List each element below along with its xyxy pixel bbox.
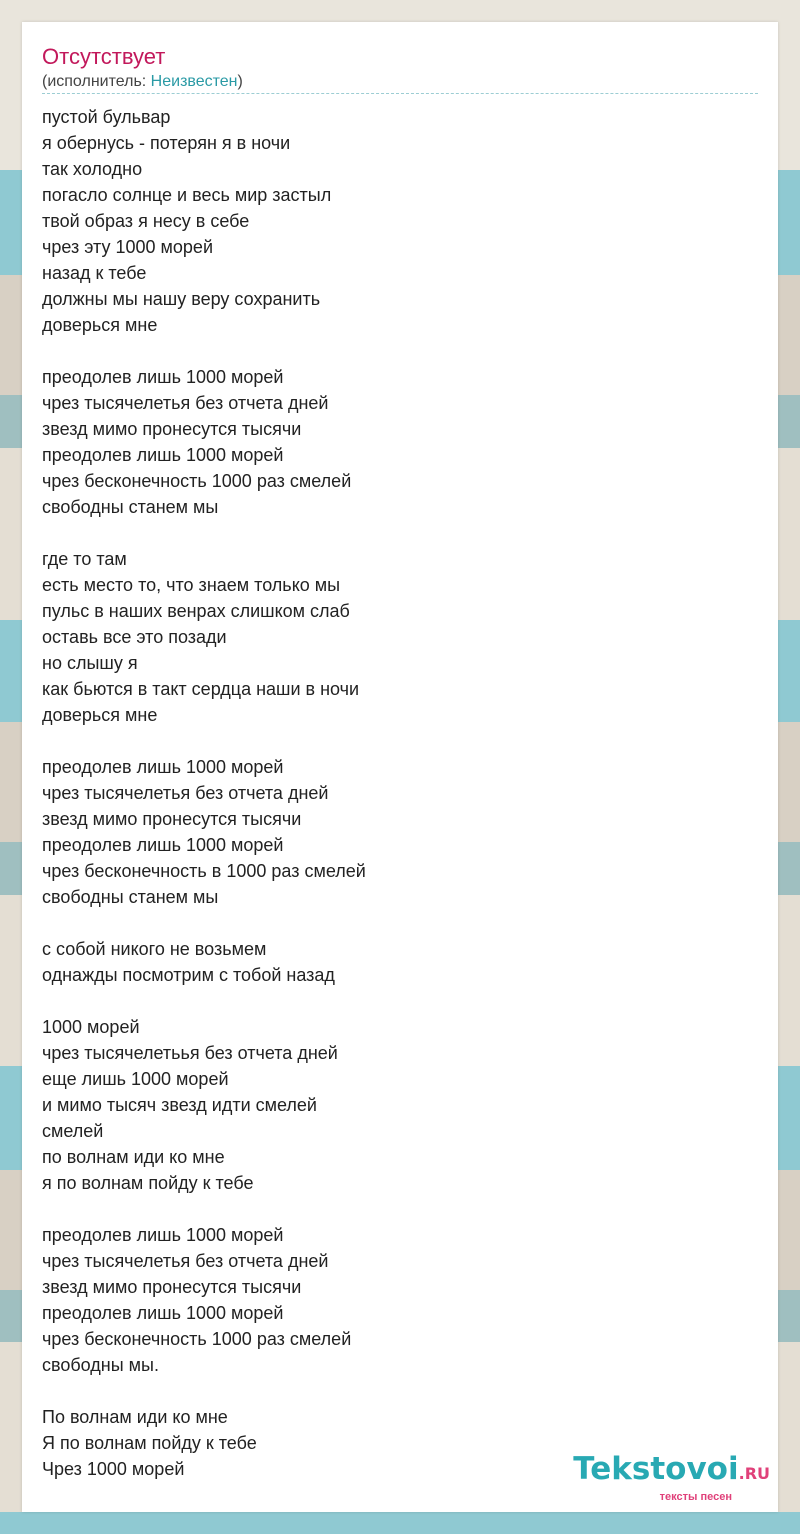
stanza-break xyxy=(42,520,752,546)
lyrics-line: пульс в наших венрах слишком слаб xyxy=(42,601,350,621)
lyrics-line: пустой бульвар xyxy=(42,107,171,127)
artist-suffix: ) xyxy=(237,73,243,90)
lyrics-line: преодолев лишь 1000 морей xyxy=(42,367,284,387)
stanza-break xyxy=(42,338,752,364)
lyrics-line: твой образ я несу в себе xyxy=(42,211,250,231)
lyrics-text xyxy=(42,104,752,1482)
lyrics-line: звезд мимо пронесутся тысячи xyxy=(42,809,302,829)
lyrics-line: Чрез 1000 морей xyxy=(42,1459,185,1479)
site-logo[interactable] xyxy=(560,1452,770,1504)
stanza-break xyxy=(42,1378,752,1404)
lyrics-line: чрез тысячелетья без отчета дней xyxy=(42,393,329,413)
lyrics-line: преодолев лишь 1000 морей xyxy=(42,1303,284,1323)
lyrics-line: чрез эту 1000 морей xyxy=(42,237,213,257)
lyrics-line: однажды посмотрим с тобой назад xyxy=(42,965,335,985)
stanza-break xyxy=(42,1196,752,1222)
lyrics-line: еще лишь 1000 морей xyxy=(42,1069,229,1089)
lyrics-line: свободны станем мы xyxy=(42,887,219,907)
lyrics-line: чрез бесконечность 1000 раз смелей xyxy=(42,471,352,491)
title-divider xyxy=(42,93,758,94)
artist-link[interactable]: Неизвестен xyxy=(150,73,238,90)
artist-line xyxy=(42,72,243,92)
lyrics-line: доверься мне xyxy=(42,705,158,725)
lyrics-line: чрез тысячелетья без отчета дней xyxy=(42,783,329,803)
logo-tagline: тексты песен xyxy=(659,1491,732,1503)
lyrics-line: преодолев лишь 1000 морей xyxy=(42,757,284,777)
logo-wordmark xyxy=(560,1452,770,1491)
song-title: Отсутствует xyxy=(42,44,166,69)
lyrics-line: доверься мне xyxy=(42,315,158,335)
lyrics-line: звезд мимо пронесутся тысячи xyxy=(42,419,302,439)
lyrics-line: но слышу я xyxy=(42,653,138,673)
lyrics-card xyxy=(22,22,778,1512)
lyrics-line: преодолев лишь 1000 морей xyxy=(42,1225,284,1245)
lyrics-line: преодолев лишь 1000 морей xyxy=(42,835,284,855)
stanza-break xyxy=(42,988,752,1014)
lyrics-line: чрез бесконечность 1000 раз смелей xyxy=(42,1329,352,1349)
lyrics-line: свободны мы. xyxy=(42,1355,159,1375)
lyrics-line: где то там xyxy=(42,549,127,569)
lyrics-line: чрез бесконечность в 1000 раз смелей xyxy=(42,861,366,881)
stanza-break xyxy=(42,910,752,936)
lyrics-line: оставь все это позади xyxy=(42,627,227,647)
lyrics-line: есть место то, что знаем только мы xyxy=(42,575,341,595)
lyrics-line: должны мы нашу веру сохранить xyxy=(42,289,321,309)
lyrics-line: чрез тысячелетьья без отчета дней xyxy=(42,1043,338,1063)
lyrics-line: звезд мимо пронесутся тысячи xyxy=(42,1277,302,1297)
lyrics-line: назад к тебе xyxy=(42,263,147,283)
lyrics-line: как бьются в такт сердца наши в ночи xyxy=(42,679,360,699)
lyrics-line: По волнам иди ко мне xyxy=(42,1407,228,1427)
lyrics-line: и мимо тысяч звезд идти смелей xyxy=(42,1095,317,1115)
lyrics-line: чрез тысячелетья без отчета дней xyxy=(42,1251,329,1271)
lyrics-line: свободны станем мы xyxy=(42,497,219,517)
lyrics-line: Я по волнам пойду к тебе xyxy=(42,1433,257,1453)
lyrics-line: преодолев лишь 1000 морей xyxy=(42,445,284,465)
lyrics-line: погасло солнце и весь мир застыл xyxy=(42,185,332,205)
lyrics-line: смелей xyxy=(42,1121,104,1141)
stanza-break xyxy=(42,728,752,754)
lyrics-line: 1000 морей xyxy=(42,1017,140,1037)
lyrics-line: я по волнам пойду к тебе xyxy=(42,1173,254,1193)
lyrics-line: с собой никого не возьмем xyxy=(42,939,267,959)
artist-prefix: (исполнитель: xyxy=(42,73,151,90)
lyrics-line: по волнам иди ко мне xyxy=(42,1147,225,1167)
logo-tld: .RU xyxy=(738,1464,770,1483)
lyrics-line: так холодно xyxy=(42,159,143,179)
logo-name: Tekstovoi xyxy=(573,1451,739,1487)
lyrics-line: я обернусь - потерян я в ночи xyxy=(42,133,291,153)
